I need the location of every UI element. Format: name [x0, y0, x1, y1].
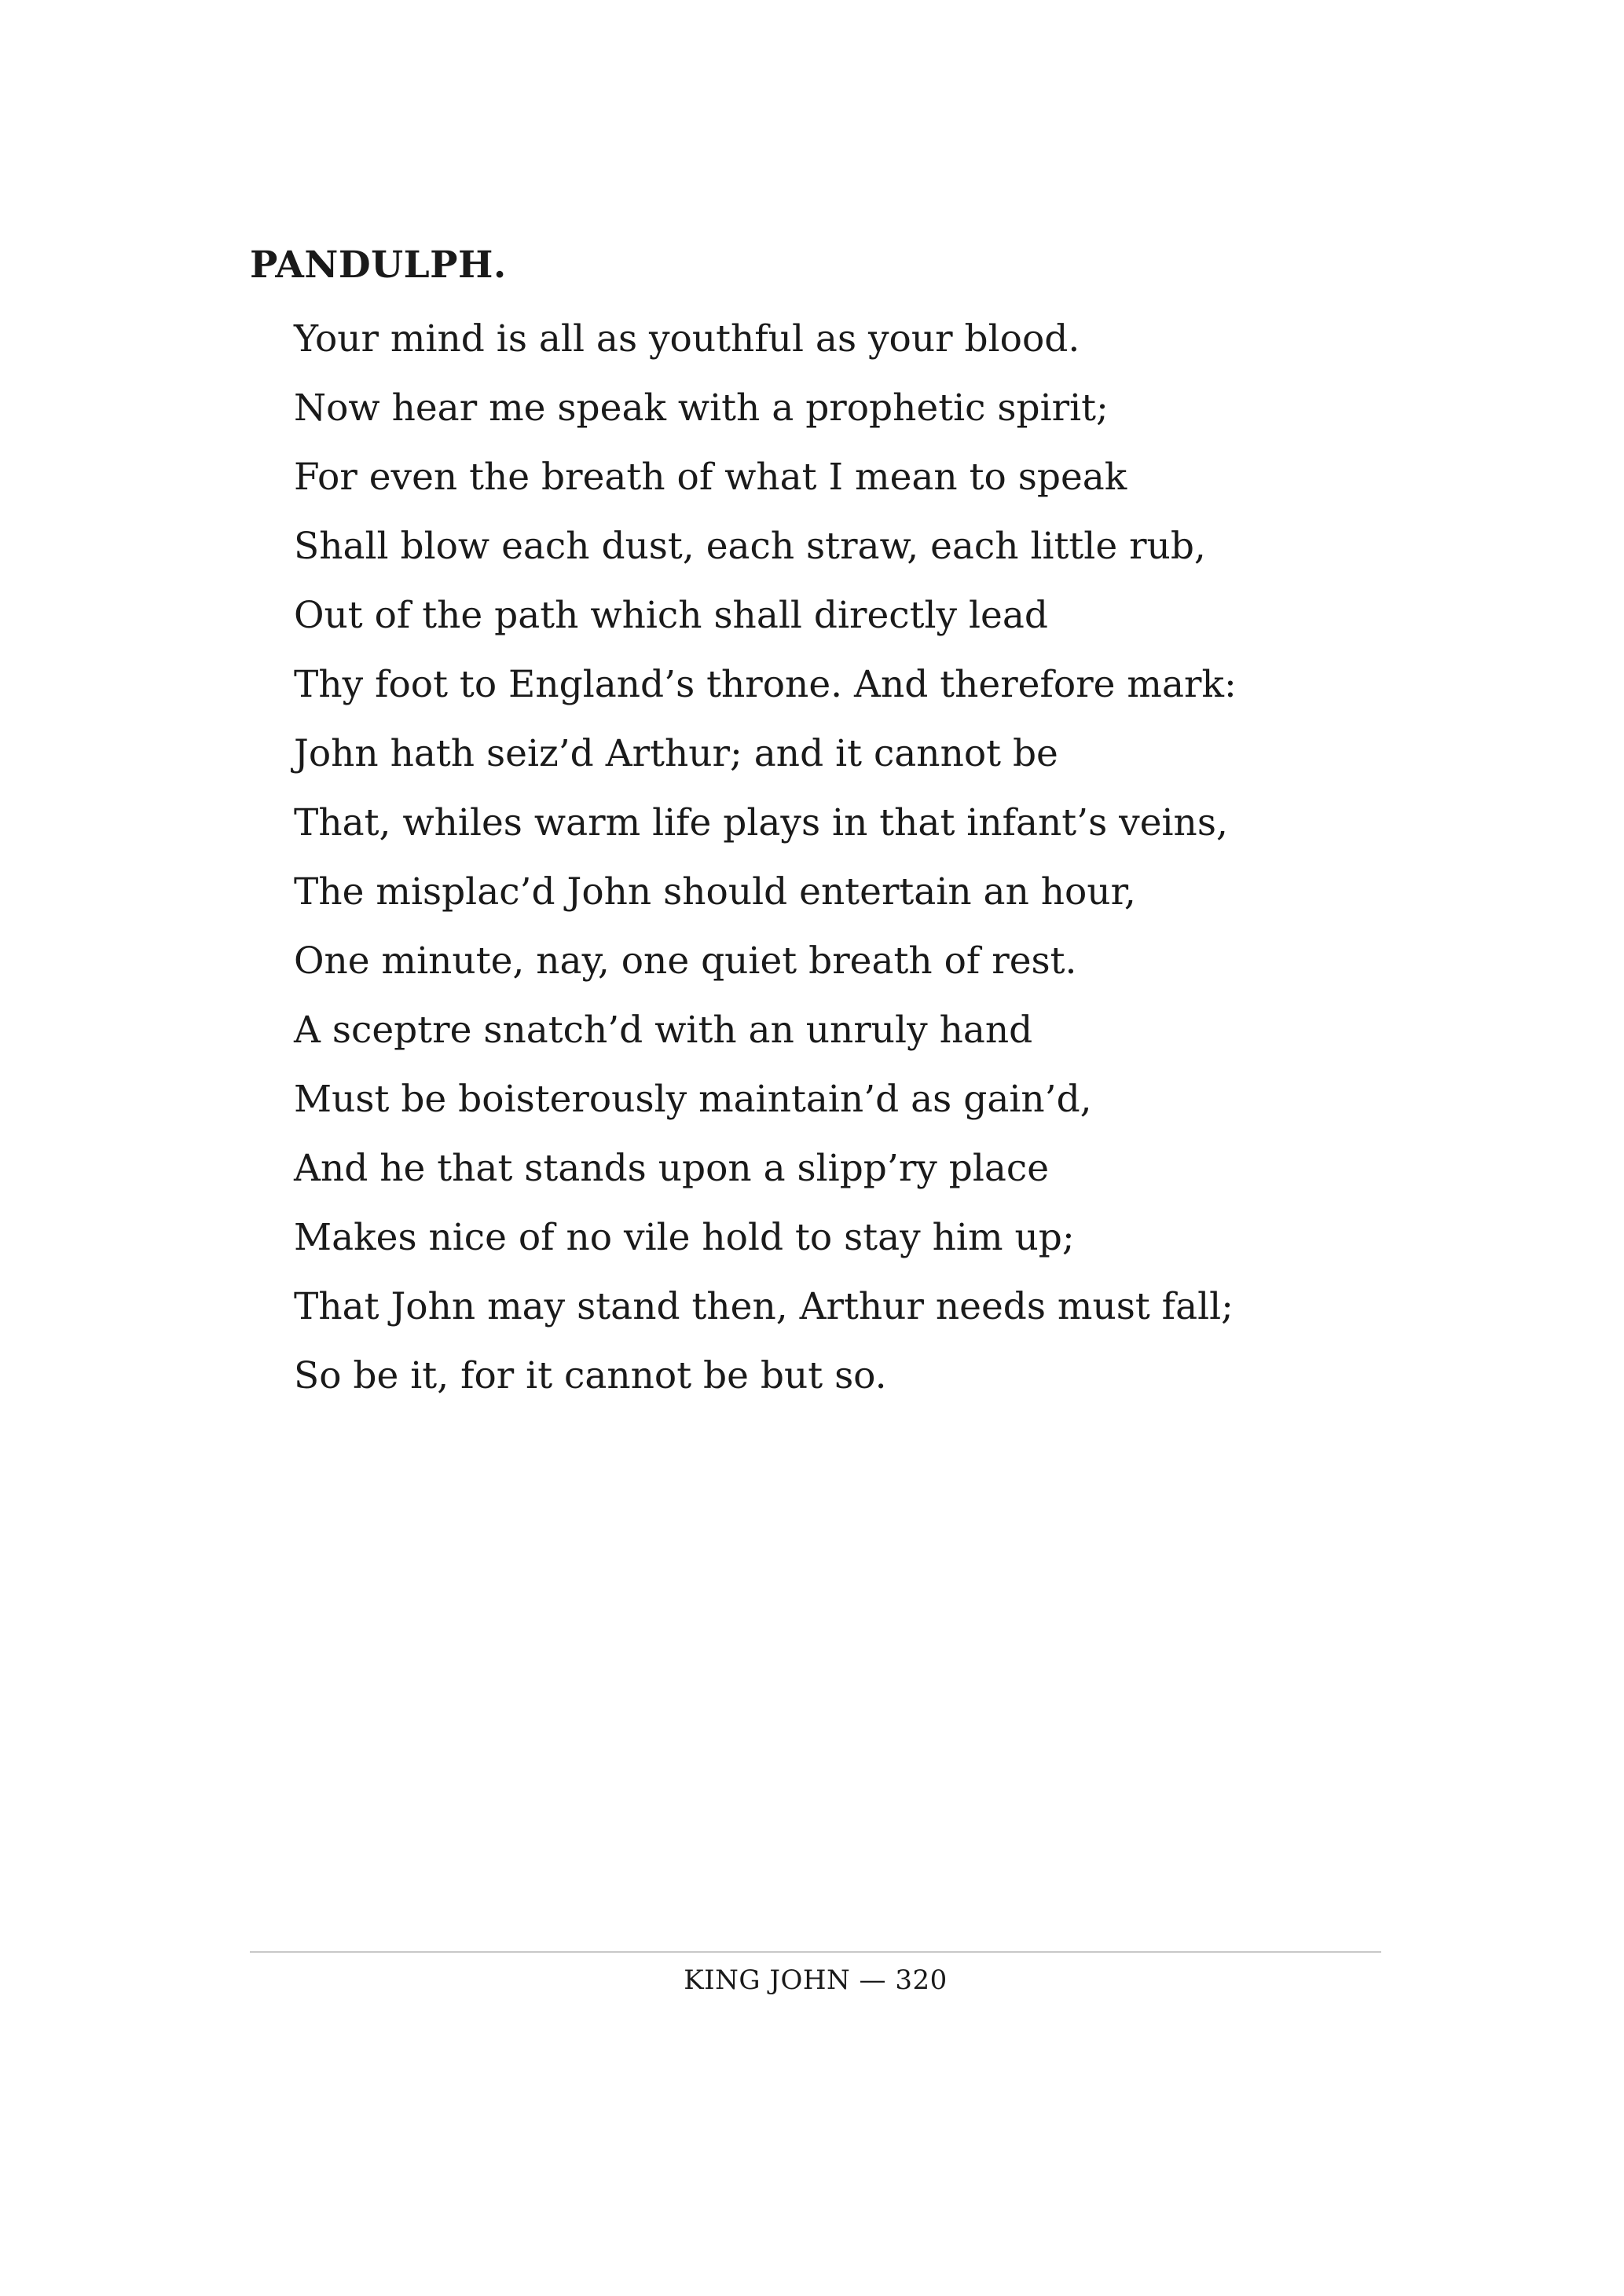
verse-line: And he that stands upon a slipp’ry place — [294, 1147, 1050, 1190]
verse-line: Your mind is all as youthful as your blood. — [294, 317, 1080, 361]
verse-line: For even the breath of what I mean to speak — [294, 456, 1127, 499]
verse-line: Shall blow each dust, each straw, each little rub, — [294, 525, 1206, 568]
verse-line: Makes nice of no vile hold to stay him up; — [294, 1216, 1075, 1259]
verse-line: That John may stand then, Arthur needs must fall; — [294, 1285, 1234, 1328]
verse-line: Now hear me speak with a prophetic spirit; — [294, 386, 1109, 430]
page-footer: KING JOHN — 320 — [684, 1965, 948, 1996]
verse-line: So be it, for it cannot be but so. — [294, 1354, 887, 1397]
verse-line: A sceptre snatch’d with an unruly hand — [294, 1009, 1033, 1052]
verse-line: Must be boisterously maintain’d as gain’d, — [294, 1078, 1092, 1121]
verse-line: The misplac’d John should entertain an hour, — [294, 870, 1136, 914]
verse-line: John hath seiz’d Arthur; and it cannot be — [294, 732, 1058, 775]
verse-line: One minute, nay, one quiet breath of rest. — [294, 939, 1077, 983]
verse-line: That, whiles warm life plays in that infant’s veins, — [294, 801, 1228, 844]
verse-block — [294, 305, 1237, 1411]
verse-line: Thy foot to England’s throne. And therefore mark: — [294, 663, 1237, 706]
verse-line: Out of the path which shall directly lead — [294, 594, 1048, 637]
speaker-name: PANDULPH. — [250, 244, 507, 287]
footer-divider — [250, 1951, 1381, 1953]
